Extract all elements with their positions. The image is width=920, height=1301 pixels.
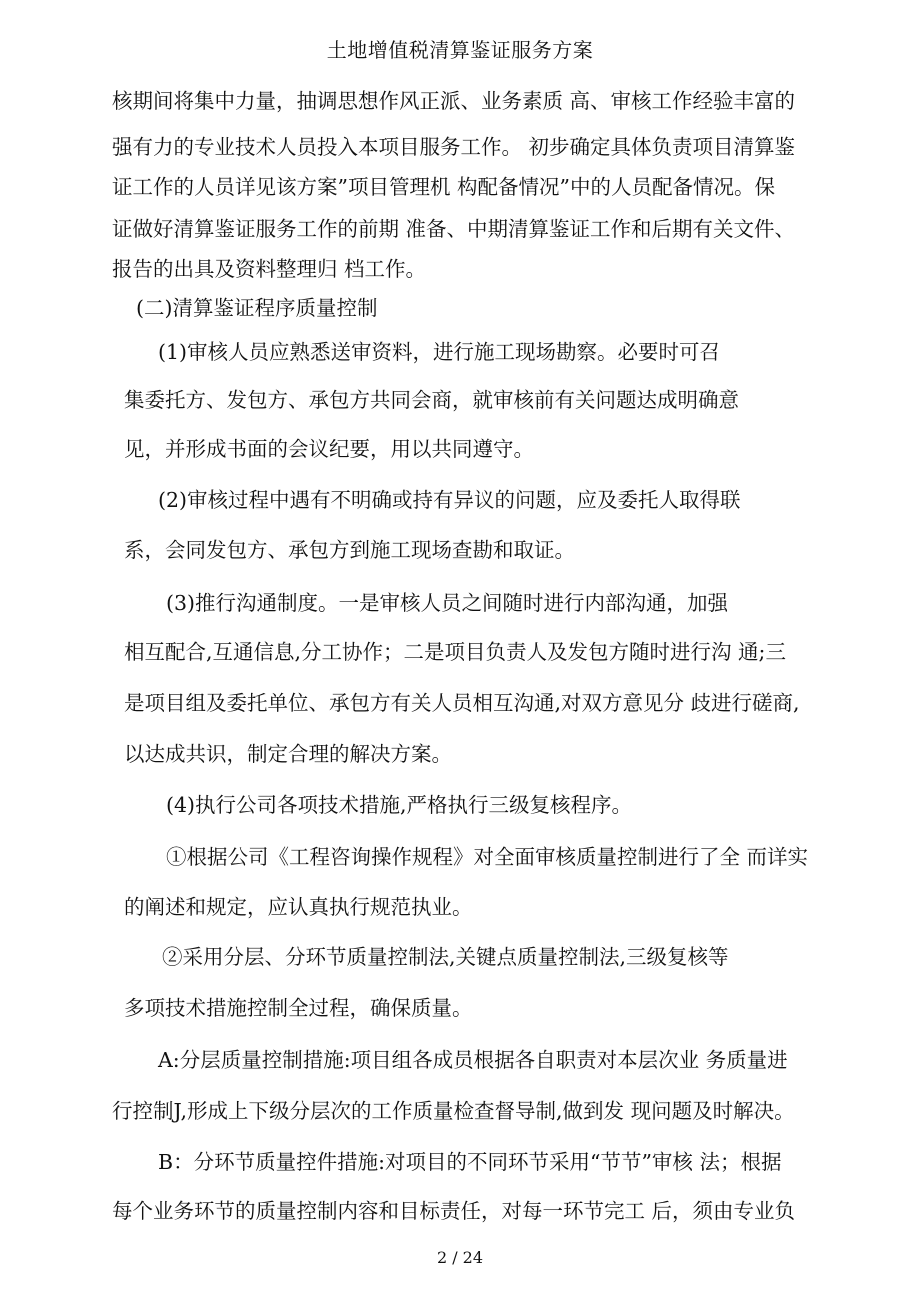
text-line: 报告的出具及资料整理归 档工作。 bbox=[112, 257, 427, 281]
text-line: 是项目组及委托单位、承包方有关人员相互沟通,对双方意见分 歧进行磋商, bbox=[124, 691, 800, 715]
text-line: 强有力的专业技术人员投入本项目服务工作。 初步确定具体负责项目清算鉴 bbox=[112, 135, 796, 159]
page-number: 2 / 24 bbox=[436, 1248, 484, 1267]
text-line: A:分层质量控制措施:项目组各成员根据各自职责对本层次业 务质量进 bbox=[158, 1048, 788, 1072]
text-line: 证做好清算鉴证服务工作的前期 准备、中期清算鉴证工作和后期有关文件、 bbox=[112, 217, 796, 241]
section-heading: (二)清算鉴证程序质量控制 bbox=[136, 296, 378, 320]
text-line: 见，并形成书面的会议纪要，用以共同遵守。 bbox=[124, 437, 534, 461]
text-line: 每个业务环节的质量控制内容和目标责任，对每一环节完工 后，须由专业负 bbox=[112, 1199, 796, 1223]
text-line: (2)审核过程中遇有不明确或持有异议的问题，应及委托人取得联 bbox=[158, 488, 741, 512]
text-line: 行控制J,形成上下级分层次的工作质量检查督导制,做到发 现问题及时解决。 bbox=[112, 1099, 795, 1123]
text-line: 集委托方、发包方、承包方共同会商，就审核前有关问题达成明确意 bbox=[124, 388, 739, 412]
text-line: 的阐述和规定，应认真执行规范执业。 bbox=[124, 895, 473, 919]
text-line: ①根据公司《工程咨询操作规程》对全面审核质量控制进行了全 而详实 bbox=[166, 845, 809, 869]
page-header-title: 土地增值税清算鉴证服务方案 bbox=[326, 38, 594, 62]
text-line: B：分环节质量控件措施:对项目的不同环节采用“节节”审核 法；根据 bbox=[158, 1150, 782, 1174]
text-line: 多项技术措施控制全过程，确保质量。 bbox=[124, 996, 473, 1020]
text-line: 以达成共识，制定合理的解决方案。 bbox=[124, 742, 452, 766]
text-line: 系，会同发包方、承包方到施工现场查勘和取证。 bbox=[124, 538, 575, 562]
text-line: (3)推行沟通制度。一是审核人员之间随时进行内部沟通，加强 bbox=[166, 591, 729, 615]
text-line: (1)审核人员应熟悉送审资料，进行施工现场勘察。必要时可召 bbox=[158, 340, 721, 364]
text-line: 相互配合,互通信息,分工协作；二是项目负责人及发包方随时进行沟 通;三 bbox=[124, 640, 786, 664]
text-line: 证工作的人员详见该方案”项目管理机 构配备情况”中的人员配备情况。保 bbox=[112, 175, 775, 199]
text-line: (4)执行公司各项技术措施,严格执行三级复核程序。 bbox=[166, 793, 633, 817]
text-line: ②采用分层、分环节质量控制法,关键点质量控制法,三级复核等 bbox=[162, 945, 729, 969]
text-line: 核期间将集中力量，抽调思想作风正派、业务素质 高、审核工作经验丰富的 bbox=[112, 89, 796, 113]
